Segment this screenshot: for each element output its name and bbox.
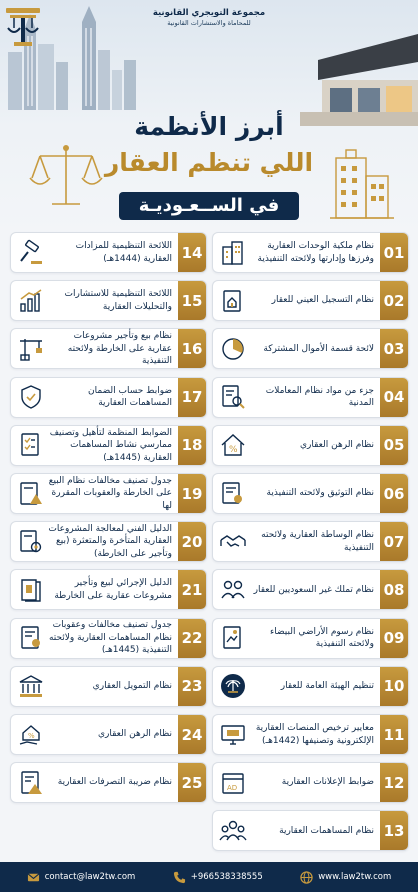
document-search-icon [219, 383, 247, 411]
item-number: 05 [380, 426, 408, 465]
house-hand-icon [17, 721, 45, 749]
item-title: نظام تملك غير السعوديين للعقار [253, 584, 374, 595]
item-number: 19 [178, 474, 206, 513]
item-number: 13 [380, 811, 408, 850]
regulation-item-01 [212, 232, 409, 273]
regulation-item-24 [10, 714, 207, 755]
website-contact[interactable] [300, 871, 391, 884]
regulation-item-03 [212, 328, 409, 369]
email-contact[interactable] [27, 871, 136, 884]
item-title: تنظيم الهيئة العامة للعقار [280, 681, 374, 692]
item-number: 08 [380, 570, 408, 609]
item-number: 12 [380, 763, 408, 802]
regulation-item-13 [212, 810, 409, 851]
item-number: 04 [380, 378, 408, 417]
item-number: 10 [380, 667, 408, 706]
item-number: 18 [178, 426, 206, 465]
item-title: نظام المساهمات العقارية [279, 825, 374, 836]
item-title: جزء من مواد نظام المعاملات المدنية [265, 385, 374, 409]
gavel-icon [17, 239, 45, 267]
page-title-line2: اللي تنظم العقار [104, 148, 314, 177]
item-number: 23 [178, 667, 206, 706]
regulation-item-08 [212, 569, 409, 610]
certificate-icon [219, 480, 247, 508]
item-title: ضوابط حساب الضمان المساهمات العقارية [88, 385, 172, 409]
item-number: 15 [178, 281, 206, 320]
item-number: 07 [380, 522, 408, 561]
penalty-document-icon [17, 624, 45, 652]
item-number: 03 [380, 329, 408, 368]
item-number: 14 [178, 233, 206, 272]
regulation-item-15 [10, 280, 207, 321]
item-number: 16 [178, 329, 206, 368]
pie-chart-icon [219, 335, 247, 363]
contact-footer [0, 862, 418, 892]
item-title: نظام ضريبة التصرفات العقارية [57, 777, 172, 788]
regulation-item-17 [10, 377, 207, 418]
regulation-item-25 [10, 762, 207, 803]
item-title: معايير ترخيص المنصات العقارية الإلكترونية وتصنيفها (1442هـ) [255, 723, 374, 746]
item-number: 20 [178, 522, 206, 561]
item-title: جدول تصنيف مخالفات نظام البيع على الخارطة والعقوبات المقررة لها [48, 475, 172, 511]
item-title: نظام رسوم الأراضي البيضاء ولائحته التنفيذية [270, 626, 374, 650]
gear-document-icon [17, 528, 45, 556]
email-text: contact@law2tw.com [44, 872, 136, 882]
item-title: لائحة قسمة الأموال المشتركة [263, 343, 374, 354]
land-document-icon [219, 624, 247, 652]
page-title-line3: في الســعـوديـة [119, 192, 299, 220]
item-title: نظام التسجيل العيني للعقار [271, 295, 374, 306]
item-title: اللائحة التنظيمية للاستشارات والتحليلات العقارية [64, 289, 172, 312]
brand-name: مجموعة التويجري القانونية [152, 8, 266, 18]
house-percent-icon [219, 431, 247, 459]
regulation-item-10 [212, 666, 409, 707]
item-title: نظام التوثيق ولائحته التنفيذية [266, 488, 374, 499]
palm-emblem-icon [219, 672, 247, 700]
house-document-icon [219, 287, 247, 315]
regulation-item-09 [212, 618, 409, 659]
item-title: ضوابط الإعلانات العقارية [281, 777, 374, 788]
item-title: جدول تصنيف مخالفات وعقوبات نظام المساهمات العقارية ولائحته التنفيذية (1445هـ) [48, 620, 172, 656]
team-icon [219, 817, 247, 845]
scales-logo-icon [0, 6, 46, 50]
item-title: نظام التمويل العقاري [92, 681, 172, 692]
regulation-item-06 [212, 473, 409, 514]
item-number: 17 [178, 378, 206, 417]
website-text: www.law2tw.com [318, 872, 392, 882]
svg-text:%: % [28, 731, 35, 740]
email-icon [27, 871, 40, 884]
globe-icon [300, 871, 313, 884]
item-number: 01 [380, 233, 408, 272]
item-title: نظام الرهن العقاري [98, 729, 172, 740]
checklist-icon [17, 431, 45, 459]
item-number: 02 [380, 281, 408, 320]
regulation-item-07 [212, 521, 409, 562]
crane-icon [17, 335, 45, 363]
item-title: الدليل الإجرائي لبيع وتأجير مشروعات عقارية على الخارطة [54, 578, 172, 601]
regulation-item-05 [212, 425, 409, 466]
item-title: اللائحة التنظيمية للمزادات العقارية (1444هـ) [75, 241, 172, 264]
item-number: 11 [380, 715, 408, 754]
handshake-icon [219, 528, 247, 556]
item-title: نظام ملكية الوحدات العقارية وفرزها وإدارتها ولائحته التنفيذية [257, 241, 374, 264]
book-icon [17, 576, 45, 604]
phone-icon [173, 871, 186, 884]
item-number: 06 [380, 474, 408, 513]
monitor-icon [219, 721, 247, 749]
bank-icon [17, 672, 45, 700]
phone-text: +966538338555 [190, 872, 263, 882]
calendar-ad-icon [219, 769, 247, 797]
item-title: الضوابط المنظمة لتأهيل وتصنيف ممارسي نشاط المساهمات العقارية (1445هـ) [49, 427, 172, 463]
growth-chart-icon [17, 287, 45, 315]
svg-text:AD: AD [227, 783, 238, 792]
regulation-item-02 [212, 280, 409, 321]
regulation-item-18 [10, 425, 207, 466]
hero-banner [0, 0, 418, 232]
item-number: 09 [380, 619, 408, 658]
brand-logo [0, 6, 418, 27]
item-number: 24 [178, 715, 206, 754]
item-title: نظام الوساطة العقارية ولائحته التنفيذية [261, 530, 374, 553]
phone-contact[interactable] [173, 871, 263, 884]
item-title: نظام بيع وتأجير مشروعات عقارية على الخارطة ولائحته التنفيذية [67, 331, 172, 367]
regulation-item-22 [10, 618, 207, 659]
item-title: الدليل الفني لمعالجة المشروعات العقارية المتأخرة والمتعثرة (بيع وتأجير على الخارطة) [48, 523, 172, 559]
regulation-item-16 [10, 328, 207, 369]
regulation-item-20 [10, 521, 207, 562]
brand-tagline: للمحاماة والاستشارات القانونية [167, 19, 251, 27]
item-number: 25 [178, 763, 206, 802]
regulation-item-11 [212, 714, 409, 755]
svg-text:%: % [229, 445, 238, 456]
tax-document-icon [17, 769, 45, 797]
warning-document-icon [17, 480, 45, 508]
page-title-line1: أبرز الأنظمة [134, 112, 284, 141]
regulation-item-14 [10, 232, 207, 273]
regulation-item-12 [212, 762, 409, 803]
item-number: 22 [178, 619, 206, 658]
shield-icon [17, 383, 45, 411]
people-icon [219, 576, 247, 604]
regulation-item-23 [10, 666, 207, 707]
regulation-item-04 [212, 377, 409, 418]
regulation-item-21 [10, 569, 207, 610]
regulation-item-19 [10, 473, 207, 514]
item-title: نظام الرهن العقاري [300, 440, 374, 451]
buildings-icon [219, 239, 247, 267]
item-number: 21 [178, 570, 206, 609]
